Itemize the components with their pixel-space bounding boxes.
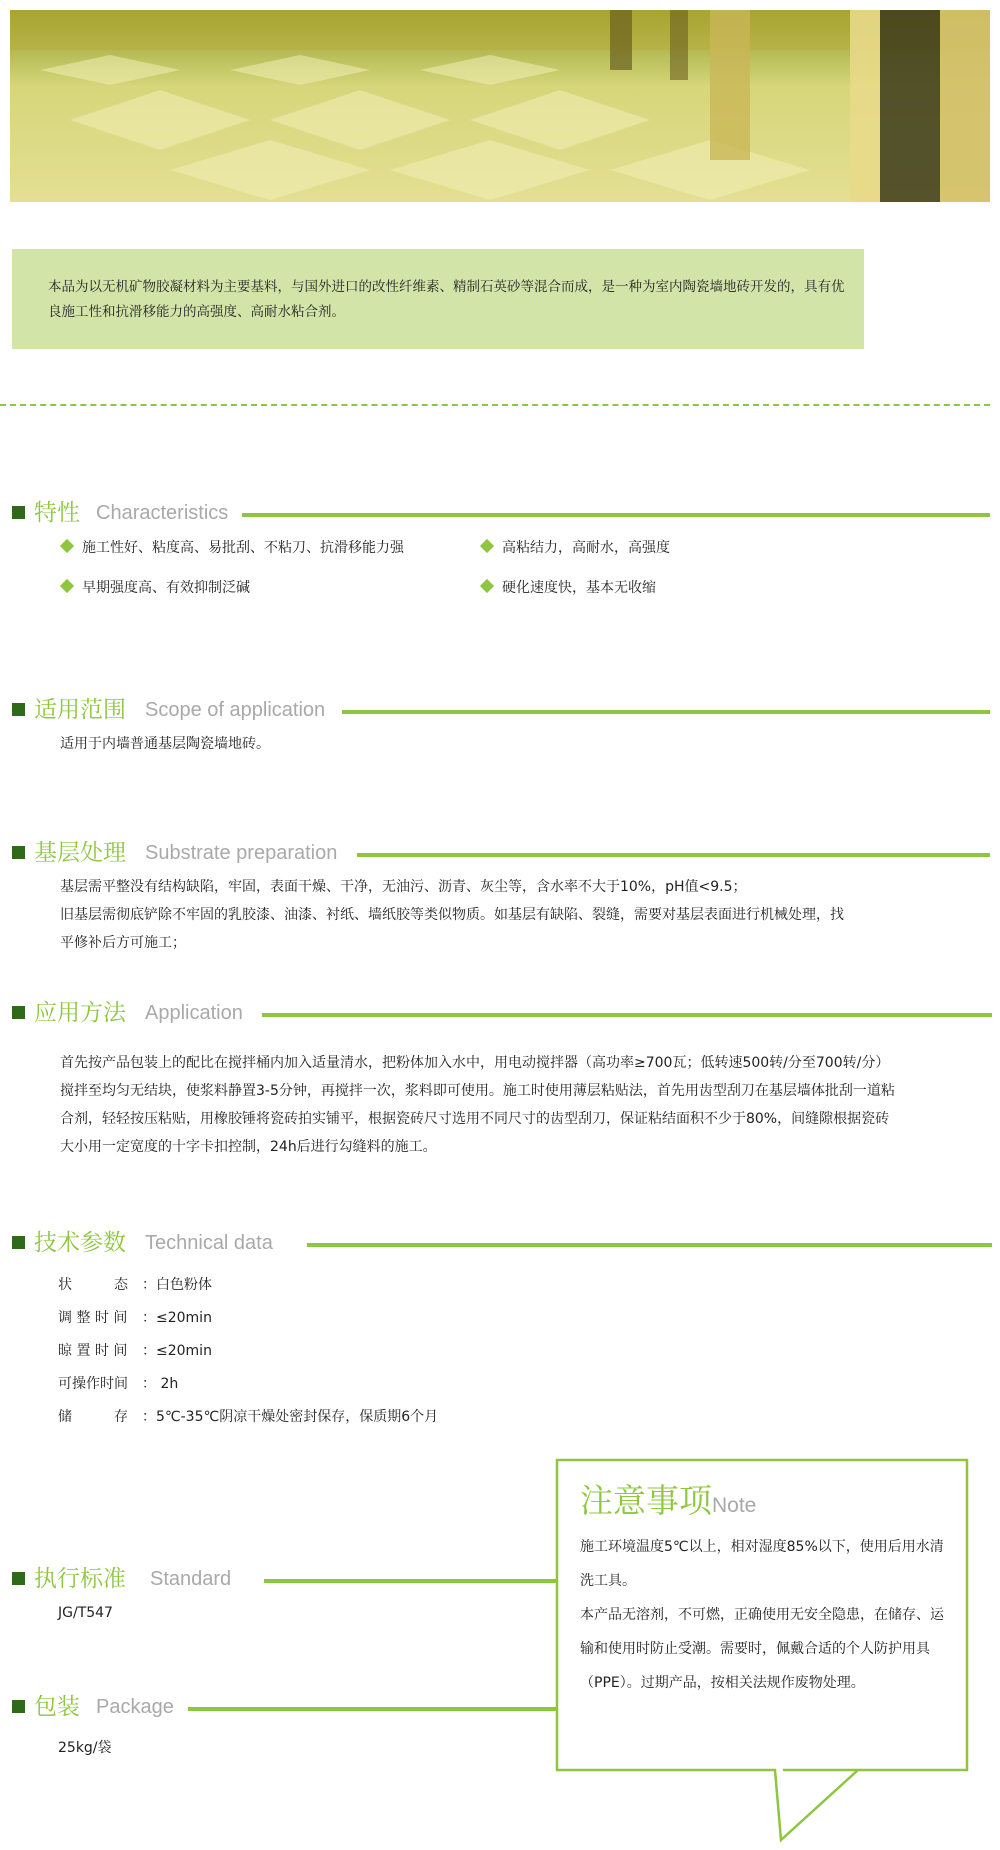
section-title-en: Technical data [145, 1232, 273, 1254]
note-title [580, 1475, 756, 1522]
section-square-icon [12, 1572, 25, 1585]
section-title-cn: 应用方法 [34, 1000, 126, 1026]
section-heading-characteristics [12, 496, 990, 530]
note-text [580, 1530, 950, 1700]
section-line [262, 1013, 992, 1017]
section-line [264, 1579, 572, 1583]
section-line [342, 710, 990, 714]
characteristic-item: 硬化速度快，基本无收缩 [482, 577, 656, 597]
section-title-cn: 执行标准 [34, 1566, 126, 1592]
section-square-icon [12, 846, 25, 859]
section-title-cn: 技术参数 [34, 1230, 126, 1256]
note-title-cn: 注意事项 [580, 1481, 712, 1520]
section-title-en: Application [145, 1002, 243, 1024]
section-title-en: Package [96, 1696, 174, 1718]
diamond-bullet-icon [60, 579, 74, 593]
diamond-bullet-icon [480, 579, 494, 593]
section-title-cn: 包装 [34, 1694, 80, 1720]
section-square-icon [12, 1006, 25, 1019]
section-heading-standard [12, 1562, 572, 1596]
section-line [242, 513, 990, 517]
section-square-icon [12, 703, 25, 716]
technical-row: 调 整 时 间 ：≤20min [58, 1310, 212, 1326]
section-heading-technical [12, 1226, 992, 1260]
characteristic-item: 早期强度高、有效抑制泛碱 [62, 577, 250, 597]
note-paragraph-2: 本产品无溶剂，不可燃，正确使用无安全隐患，在储存、运输和使用时防止受潮。需要时，佩戴合适的个人防护用具（PPE）。过期产品，按相关法规作废物处理。 [580, 1607, 944, 1691]
characteristic-item: 施工性好、粘度高、易批刮、不粘刀、抗滑移能力强 [62, 537, 404, 557]
technical-row: 储 存 ：5℃-35℃阴凉干燥处密封保存，保质期6个月 [58, 1409, 439, 1425]
note-paragraph-1: 施工环境温度5℃以上，相对湿度85%以下，使用后用水清洗工具。 [580, 1539, 944, 1589]
dashed-divider [0, 404, 990, 406]
section-title-en: Standard [150, 1568, 232, 1590]
hero-image [10, 10, 990, 202]
section-square-icon [12, 506, 25, 519]
section-title-cn: 适用范围 [34, 697, 126, 723]
section-line [188, 1707, 572, 1711]
diamond-bullet-icon [60, 539, 74, 553]
section-title-en: Substrate preparation [145, 842, 338, 864]
section-square-icon [12, 1700, 25, 1713]
section-heading-application [12, 996, 992, 1030]
substrate-line-1: 基层需平整没有结构缺陷，牢固，表面干燥、干净，无油污、沥青、灰尘等，含水率不大于10%，pH值<9.5； [60, 879, 747, 895]
section-title-cn: 基层处理 [34, 840, 126, 866]
section-heading-scope [12, 693, 990, 727]
substrate-line-2: 旧基层需彻底铲除不牢固的乳胶漆、油漆、衬纸、墙纸胶等类似物质。如基层有缺陷、裂缝，需要对基层表面进行机械处理，找平修补后方可施工； [60, 907, 844, 951]
section-title-en: Scope of application [145, 699, 326, 721]
package-text: 25kg/袋 [58, 1740, 112, 1756]
section-line [357, 853, 990, 857]
scope-text: 适用于内墙普通基层陶瓷墙地砖。 [60, 736, 270, 752]
application-text: 首先按产品包装上的配比在搅拌桶内加入适量清水，把粉体加入水中，用电动搅拌器（高功率≥700瓦；低转速500转/分至700转/分）搅拌至均匀无结块，使浆料静置3-5分钟，再搅拌一次，浆料即可使用。施工时使用薄层粘贴法，首先用齿型刮刀在基层墙体批刮一道粘合剂，轻轻按压粘贴，用橡胶锤将瓷砖拍实铺平，根据瓷砖尺寸选用不同尺寸的齿型刮刀，保证粘结面积不少于80%，间缝隙根据瓷砖大小用一定宽度的十字卡扣控制，24h后进行勾缝料的施工。 [60, 1055, 895, 1155]
substrate-text [60, 873, 850, 957]
diamond-bullet-icon [480, 539, 494, 553]
section-square-icon [12, 1236, 25, 1249]
section-line [307, 1243, 992, 1247]
section-title-en: Characteristics [96, 502, 229, 524]
technical-row: 可操作时间 ： 2h [58, 1376, 179, 1392]
section-heading-substrate [12, 836, 990, 870]
characteristic-item: 高粘结力，高耐水，高强度 [482, 537, 670, 557]
technical-row: 晾 置 时 间 ：≤20min [58, 1343, 212, 1359]
note-title-en: Note [712, 1494, 757, 1517]
intro-box [12, 249, 864, 349]
section-heading-package [12, 1690, 572, 1724]
technical-table [58, 1269, 438, 1434]
technical-row: 状 态 ：白色粉体 [58, 1277, 212, 1293]
section-title-cn: 特性 [34, 500, 80, 526]
intro-text: 本品为以无机矿物胶凝材料为主要基料，与国外进口的改性纤维素、精制石英砂等混合而成，是一种为室内陶瓷墙地砖开发的，具有优良施工性和抗滑移能力的高强度、高耐水粘合剂。 [48, 279, 845, 320]
standard-text: JG/T547 [58, 1605, 113, 1621]
